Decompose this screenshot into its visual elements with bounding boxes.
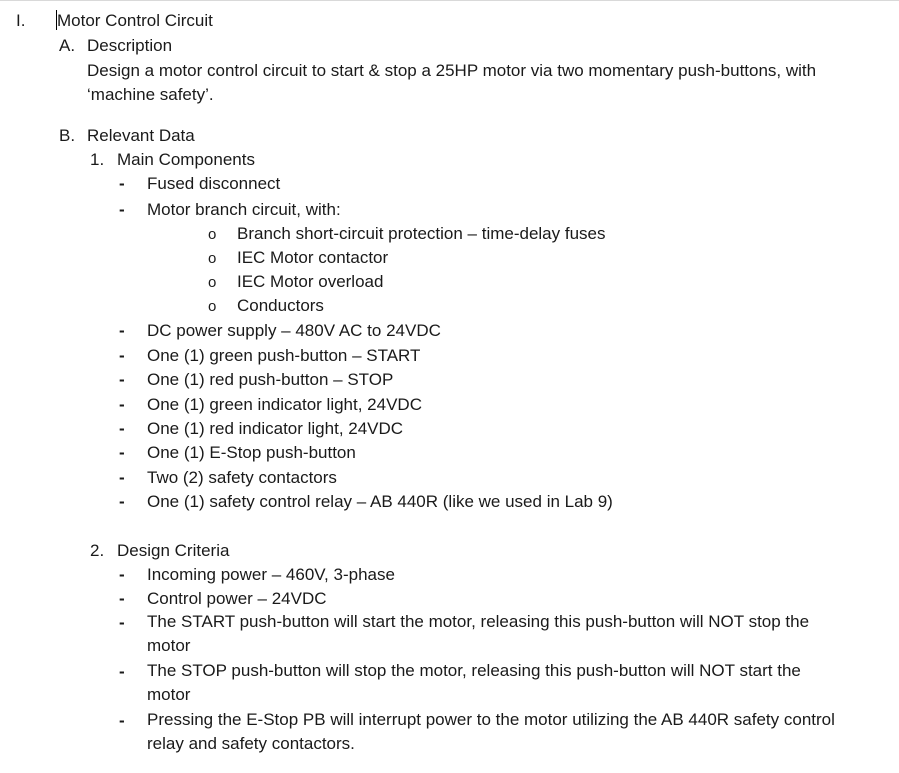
dash-bullet: -	[119, 200, 125, 219]
circle-bullet: o	[208, 250, 217, 267]
dash-bullet: -	[119, 174, 125, 193]
component-item[interactable]: One (1) red indicator light, 24VDC	[147, 419, 404, 438]
dash-bullet: -	[119, 468, 125, 487]
a-description-text[interactable]: Design a motor control circuit to start & stop a 25HP motor via two momentary push-buttons, with ‘machine safety’.	[87, 61, 817, 104]
criteria-item[interactable]: Control power – 24VDC	[147, 589, 327, 608]
b-title[interactable]: Relevant Data	[87, 126, 195, 145]
dash-bullet: -	[119, 492, 125, 511]
dash-bullet: -	[119, 565, 125, 584]
dash-bullet: -	[119, 370, 125, 389]
branch-item[interactable]: Branch short-circuit protection – time-delay fuses	[237, 224, 606, 243]
dash-bullet: -	[119, 711, 125, 730]
section-title[interactable]: Motor Control Circuit	[57, 11, 213, 30]
dash-bullet: -	[119, 613, 125, 632]
component-item[interactable]: DC power supply – 480V AC to 24VDC	[147, 321, 441, 340]
page-top-border	[0, 0, 899, 1]
b1-marker: 1.	[90, 150, 105, 169]
dash-bullet: -	[119, 662, 125, 681]
b-marker: B.	[59, 126, 76, 145]
dash-bullet: -	[119, 395, 125, 414]
dash-bullet: -	[119, 443, 125, 462]
component-item[interactable]: Fused disconnect	[147, 174, 281, 193]
dash-bullet: -	[119, 346, 125, 365]
component-item[interactable]: One (1) E-Stop push-button	[147, 443, 356, 462]
component-item[interactable]: One (1) red push-button – STOP	[147, 370, 394, 389]
circle-bullet: o	[208, 274, 217, 291]
component-item[interactable]: Motor branch circuit, with:	[147, 200, 341, 219]
dash-bullet: -	[119, 419, 125, 438]
component-item[interactable]: Two (2) safety contactors	[147, 468, 337, 487]
branch-item[interactable]: IEC Motor contactor	[237, 248, 389, 267]
criteria-item[interactable]: Incoming power – 460V, 3-phase	[147, 565, 395, 584]
component-item[interactable]: One (1) green indicator light, 24VDC	[147, 395, 422, 414]
b2-marker: 2.	[90, 541, 105, 560]
component-item[interactable]: One (1) safety control relay – AB 440R (like we used in Lab 9)	[147, 492, 613, 511]
circle-bullet: o	[208, 298, 217, 315]
dash-bullet: -	[119, 321, 125, 340]
b1-title[interactable]: Main Components	[117, 150, 255, 169]
a-title[interactable]: Description	[87, 36, 173, 55]
branch-item[interactable]: IEC Motor overload	[237, 272, 384, 291]
criteria-item[interactable]: The STOP push-button will stop the motor, releasing this push-button will NOT start the motor	[147, 661, 801, 704]
criteria-item[interactable]: The START push-button will start the motor, releasing this push-button will NOT stop the motor	[147, 612, 810, 655]
dash-bullet: -	[119, 589, 125, 608]
b2-title[interactable]: Design Criteria	[117, 541, 230, 560]
criteria-item[interactable]: Pressing the E-Stop PB will interrupt power to the motor utilizing the AB 440R safety control relay and safety contactors.	[147, 710, 835, 753]
component-item[interactable]: One (1) green push-button – START	[147, 346, 421, 365]
circle-bullet: o	[208, 226, 217, 243]
a-marker: A.	[59, 36, 76, 55]
branch-item[interactable]: Conductors	[237, 296, 324, 315]
section-marker: I.	[16, 11, 26, 30]
